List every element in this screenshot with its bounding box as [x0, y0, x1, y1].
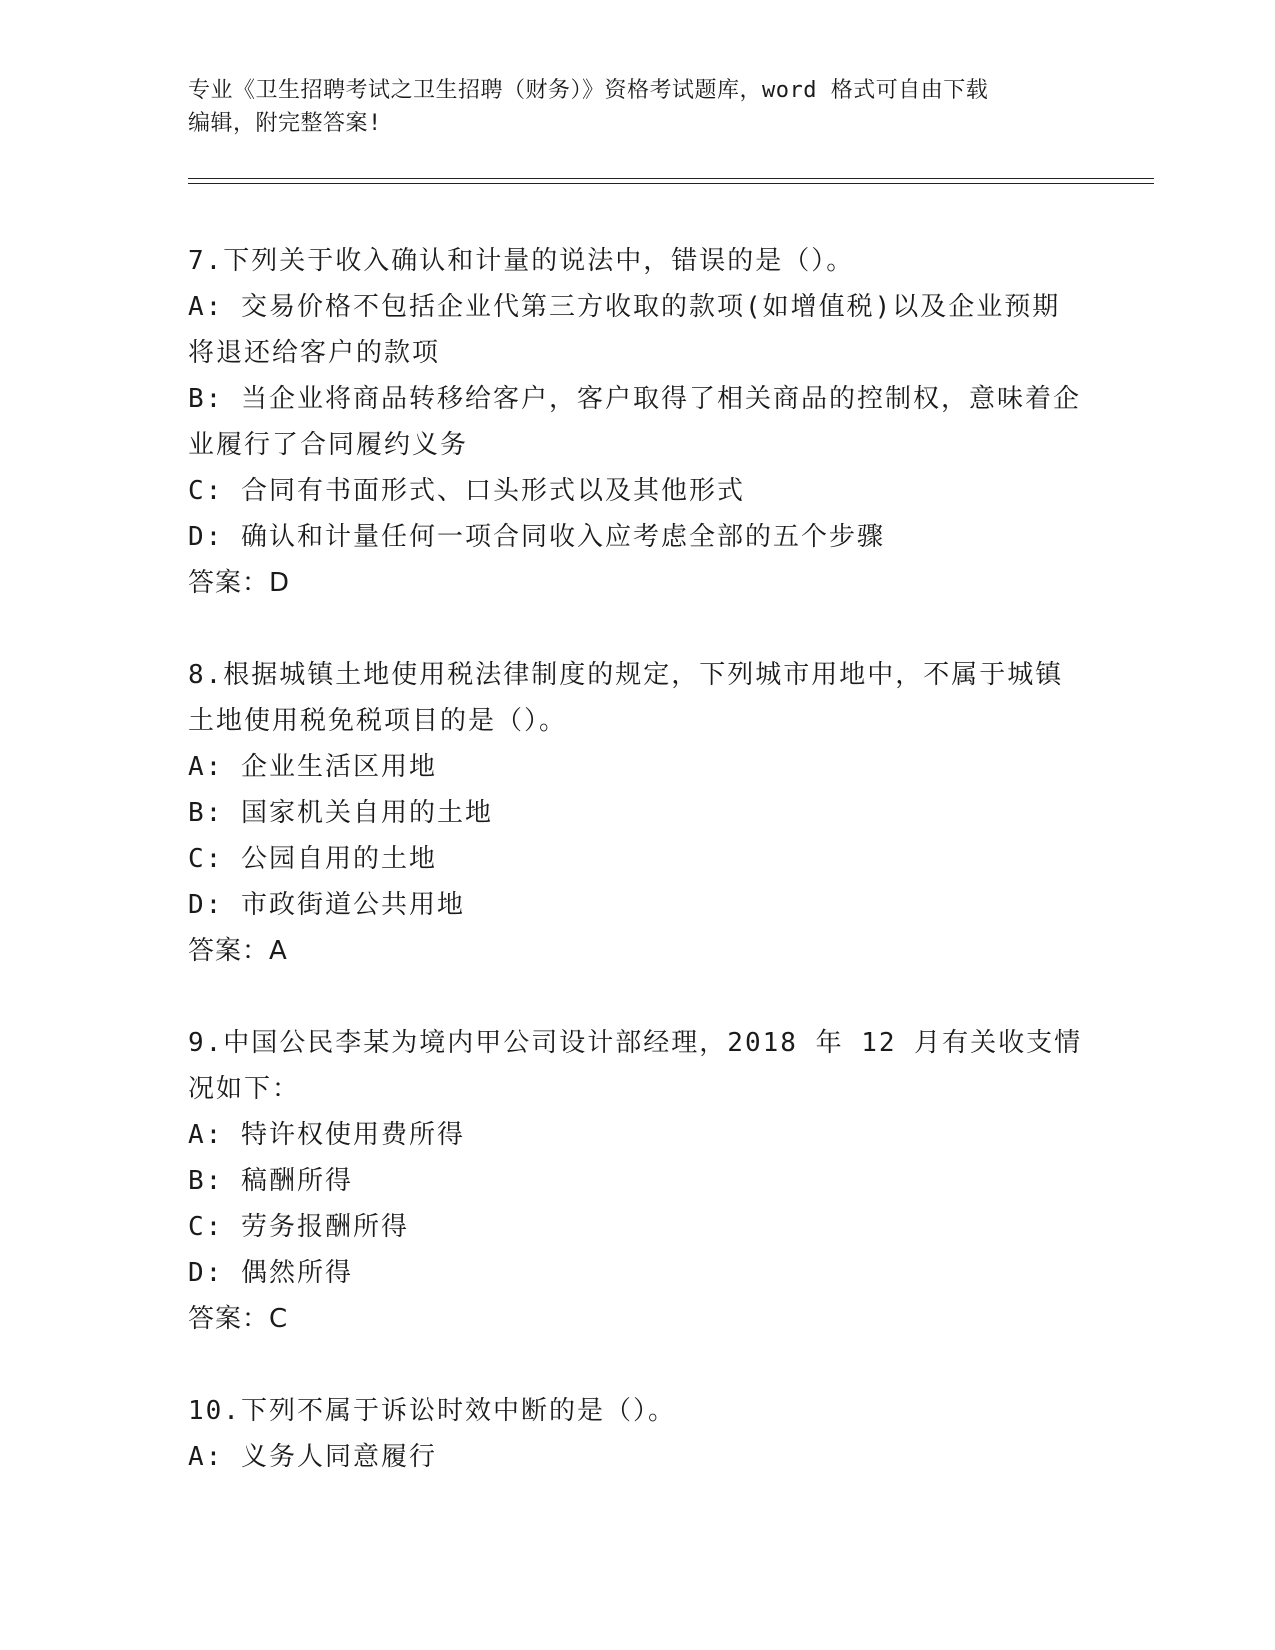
answer: 答案：C [188, 1304, 289, 1334]
header-rule-top [188, 178, 1154, 179]
option-a: A: 交易价格不包括企业代第三方收取的款项(如增值税)以及企业预期将退还给客户的款项 [188, 292, 1061, 368]
option-d: D: 市政街道公共用地 [188, 890, 465, 920]
option-b: B: 稿酬所得 [188, 1166, 353, 1196]
option-c: C: 合同有书面形式、口头形式以及其他形式 [188, 476, 745, 506]
option-c: C: 劳务报酬所得 [188, 1212, 409, 1242]
answer: 答案：D [188, 568, 291, 598]
option-c: C: 公园自用的土地 [188, 844, 437, 874]
question-stem: 9.中国公民李某为境内甲公司设计部经理，2018 年 12 月有关收支情况如下： [188, 1028, 1083, 1104]
option-b: B: 当企业将商品转移给客户，客户取得了相关商品的控制权，意味着企业履行了合同履约义务 [188, 384, 1081, 460]
question-list [188, 238, 1088, 1526]
question-8 [188, 652, 1088, 974]
question-7 [188, 238, 1088, 606]
header-rule-bottom [188, 183, 1154, 184]
answer: 答案：A [188, 936, 288, 966]
option-d: D: 确认和计量任何一项合同收入应考虑全部的五个步骤 [188, 522, 885, 552]
option-d: D: 偶然所得 [188, 1258, 353, 1288]
header-line-1: 专业《卫生招聘考试之卫生招聘（财务）》资格考试题库，word 格式可自由下载 [188, 78, 989, 103]
document-header [188, 74, 1088, 140]
question-9 [188, 1020, 1088, 1342]
header-line-2: 编辑，附完整答案! [188, 111, 382, 136]
option-a: A: 义务人同意履行 [188, 1442, 437, 1472]
option-b: B: 国家机关自用的土地 [188, 798, 493, 828]
question-stem: 7.下列关于收入确认和计量的说法中，错误的是（）。 [188, 246, 855, 276]
question-stem: 8.根据城镇土地使用税法律制度的规定，下列城市用地中，不属于城镇土地使用税免税项目的是（）。 [188, 660, 1064, 736]
option-a: A: 特许权使用费所得 [188, 1120, 465, 1150]
question-stem: 10.下列不属于诉讼时效中断的是（）。 [188, 1396, 676, 1426]
option-a: A: 企业生活区用地 [188, 752, 437, 782]
question-10 [188, 1388, 1088, 1480]
